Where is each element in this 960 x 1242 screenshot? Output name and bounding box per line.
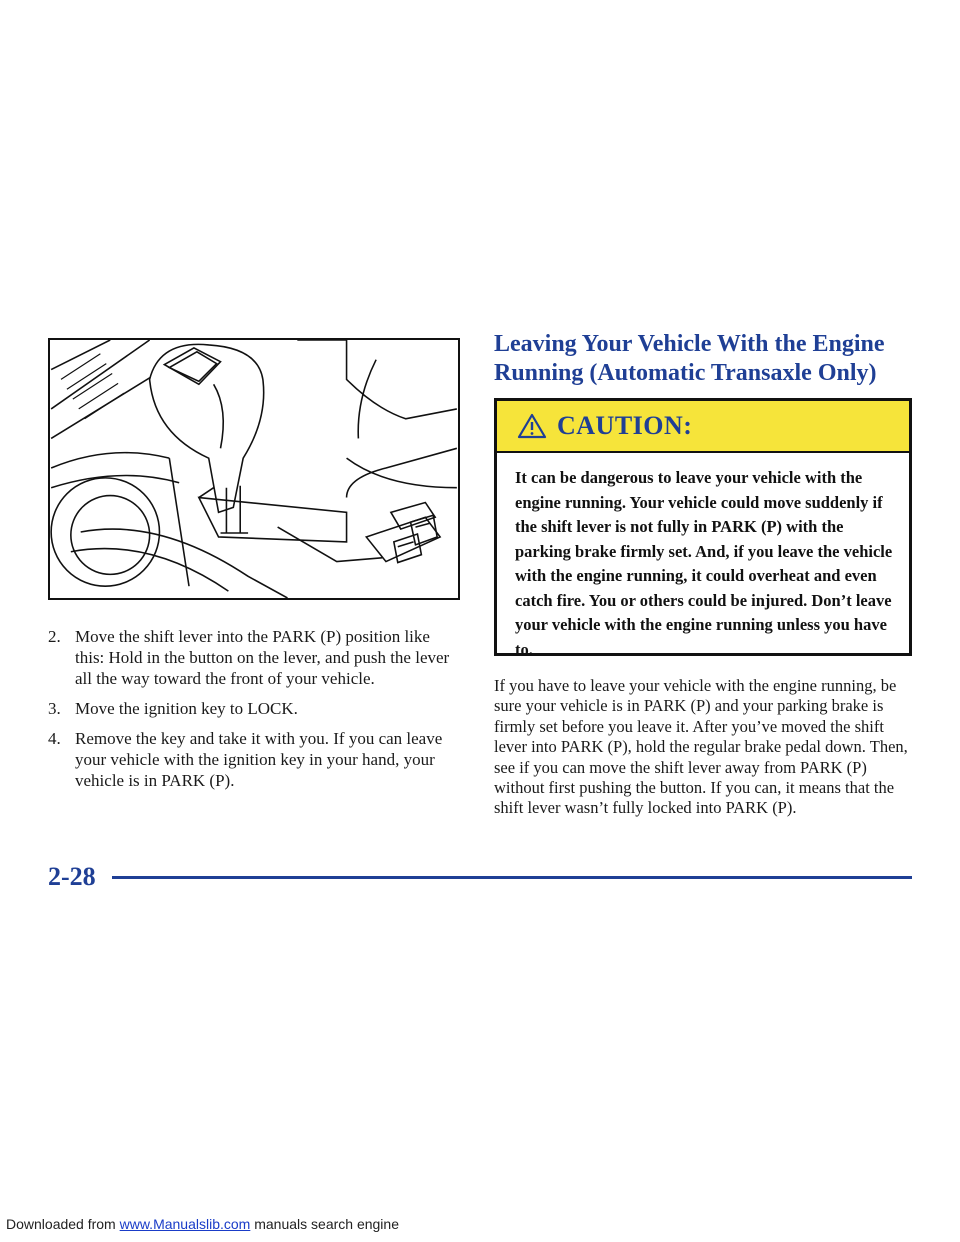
manualslib-link[interactable]: www.Manualslib.com	[119, 1216, 251, 1232]
list-item	[48, 698, 460, 719]
caution-header	[497, 401, 909, 453]
caution-text: It can be dangerous to leave your vehicle with the engine running. Your vehicle could move suddenly if the shift lever is not fully in PARK (P) with the parking brake firmly set. And, if you leave the vehicle with the engine running, it could overheat and even catch fire. You or others could be injured. Don’t leave your vehicle with the engine running unless you have to.	[515, 468, 893, 659]
shift-lever-illustration	[48, 338, 460, 600]
step-number: 3.	[48, 699, 61, 718]
page-number: 2-28	[48, 862, 96, 891]
step-text: Remove the key and take it with you. If you can leave your vehicle with the ignition key in your hand, your vehicle is in PARK (P).	[75, 729, 443, 790]
step-number: 4.	[48, 729, 61, 748]
step-text: Move the shift lever into the PARK (P) position like this: Hold in the button on the lever, and push the lever all the way toward the front of your vehicle.	[75, 627, 450, 688]
list-item	[48, 728, 460, 791]
banner-suffix: manuals search engine	[254, 1216, 399, 1232]
caution-label: CAUTION:	[557, 411, 693, 440]
banner-prefix: Downloaded from	[6, 1216, 116, 1232]
warning-triangle-icon	[517, 413, 547, 439]
footer-rule	[112, 876, 912, 879]
body-paragraph: If you have to leave your vehicle with the engine running, be sure your vehicle is in PARK (P) and your parking brake is firmly set before you leave it. After you’ve moved the shift lever into PARK (P), hold the regular brake pedal down. Then, see if you can move the shift lever away from PARK (P) without first pushing the button. If you can, it means that the shift lever wasn’t fully locked into PARK (P).	[494, 676, 908, 818]
section-heading: Leaving Your Vehicle With the Engine Running (Automatic Transaxle Only)	[494, 331, 885, 386]
step-number: 2.	[48, 627, 61, 646]
caution-box	[494, 398, 912, 659]
download-banner	[6, 1216, 399, 1232]
step-text: Move the ignition key to LOCK.	[75, 699, 298, 718]
steps-list	[48, 626, 460, 800]
list-item	[48, 626, 460, 689]
